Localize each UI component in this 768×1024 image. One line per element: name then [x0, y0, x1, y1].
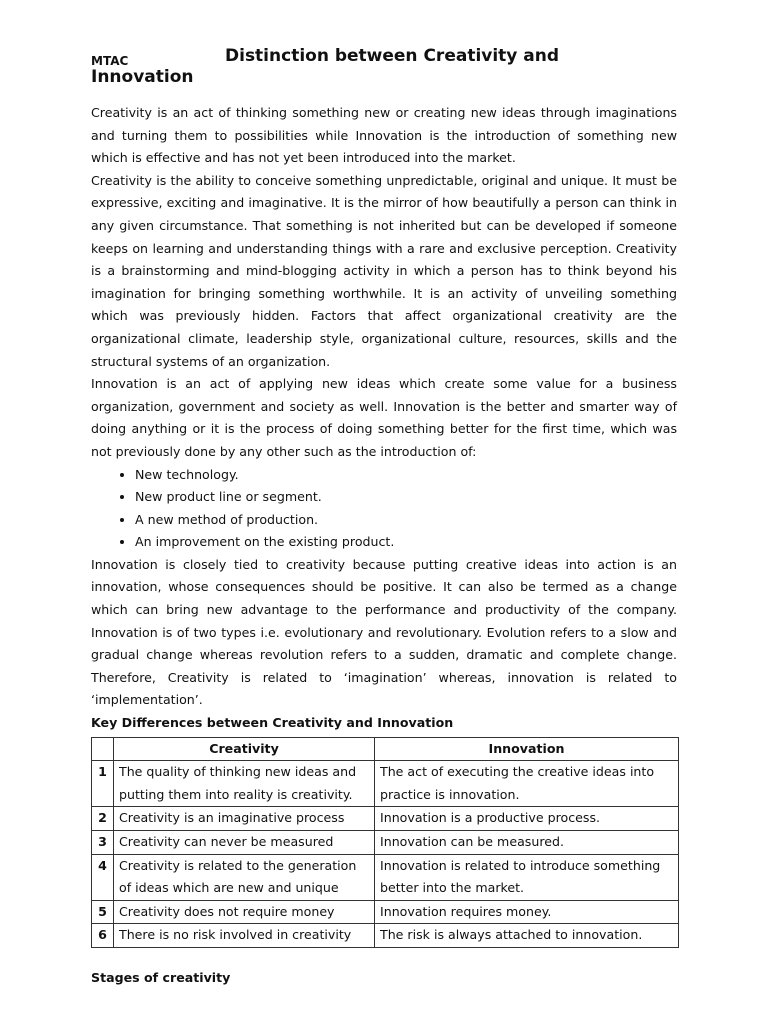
row-number: 2 [92, 807, 114, 831]
row-number: 6 [92, 924, 114, 948]
document-body [91, 102, 677, 948]
table-row [92, 831, 679, 855]
section-heading-differences: Key Differences between Creativity and Innovation [91, 715, 454, 731]
table-header-row [92, 737, 679, 761]
paragraph-innovation: Innovation is an act of applying new ideas which create some value for a business organization, government and society as well. Innovation is the better and smarter way of doing anything or it is the process of doing something better for the first time, which was not previously done by any other such as the introduction of: [91, 376, 677, 459]
cell-innovation: Innovation is a productive process. [375, 807, 679, 831]
section-heading-stages: Stages of creativity [91, 970, 231, 985]
cell-creativity: Creativity does not require money [114, 900, 375, 924]
table-row [92, 900, 679, 924]
cell-innovation: Innovation can be measured. [375, 831, 679, 855]
cell-creativity: Creativity can never be measured [114, 831, 375, 855]
header-tag: MTAC [91, 54, 129, 68]
cell-creativity: Creativity is related to the generation of ideas which are new and unique [114, 854, 375, 900]
list-item: • New product line or segment. [135, 486, 677, 509]
innovation-examples-list [91, 464, 677, 554]
table-row [92, 924, 679, 948]
differences-table [91, 737, 679, 948]
row-number: 1 [92, 761, 114, 807]
page-title-line-1: Distinction between Creativity and [225, 46, 560, 66]
list-item: • An improvement on the existing product. [135, 531, 677, 554]
cell-innovation: The act of executing the creative ideas into practice is innovation. [375, 761, 679, 807]
row-number: 3 [92, 831, 114, 855]
table-header-innovation: Innovation [375, 737, 679, 761]
table-row [92, 761, 679, 807]
table-header-number [92, 737, 114, 761]
cell-innovation: The risk is always attached to innovation. [375, 924, 679, 948]
paragraph-relationship: Innovation is closely tied to creativity because putting creative ideas into action is an innovation, whose consequences should be positive. It can also be termed as a change which can bring new advantage to the performance and productivity of the company. Innovation is of two types i.e. evolutionary and revolutionary. Evolution refers to a slow and gradual change whereas revolution refers to a sudden, dramatic and complete change. Therefore, Creativity is related to ‘imagination’ whereas, innovation is related to ‘implementation’. [91, 556, 677, 708]
cell-innovation: Innovation is related to introduce something better into the market. [375, 854, 679, 900]
table-row [92, 807, 679, 831]
cell-creativity: Creativity is an imaginative process [114, 807, 375, 831]
list-item: • New technology. [135, 464, 677, 487]
row-number: 5 [92, 900, 114, 924]
cell-innovation: Innovation requires money. [375, 900, 679, 924]
row-number: 4 [92, 854, 114, 900]
table-header-creativity: Creativity [114, 737, 375, 761]
paragraph-creativity: Creativity is the ability to conceive something unpredictable, original and unique. It must be expressive, exciting and imaginative. It is the mirror of how beautifully a person can think in any given circumstance. That something is not inherited but can be developed if someone keeps on learning and understanding things with a rare and exclusive perception. Creativity is a brainstorming and mind-blogging activity in which a person has to think beyond his imagination for bringing something worthwhile. It is an activity of unveiling something which was previously hidden. Factors that affect organizational creativity are the organizational climate, leadership style, organizational culture, resources, skills and the structural systems of an organization. [91, 172, 677, 369]
page-title-line-2: Innovation [91, 67, 194, 87]
paragraph-intro: Creativity is an act of thinking something new or creating new ideas through imaginations and turning them to possibilities while Innovation is the introduction of something new which is effective and has not yet been introduced into the market. [91, 105, 677, 166]
cell-creativity: The quality of thinking new ideas and putting them into reality is creativity. [114, 761, 375, 807]
list-item: • A new method of production. [135, 509, 677, 532]
table-row [92, 854, 679, 900]
cell-creativity: There is no risk involved in creativity [114, 924, 375, 948]
